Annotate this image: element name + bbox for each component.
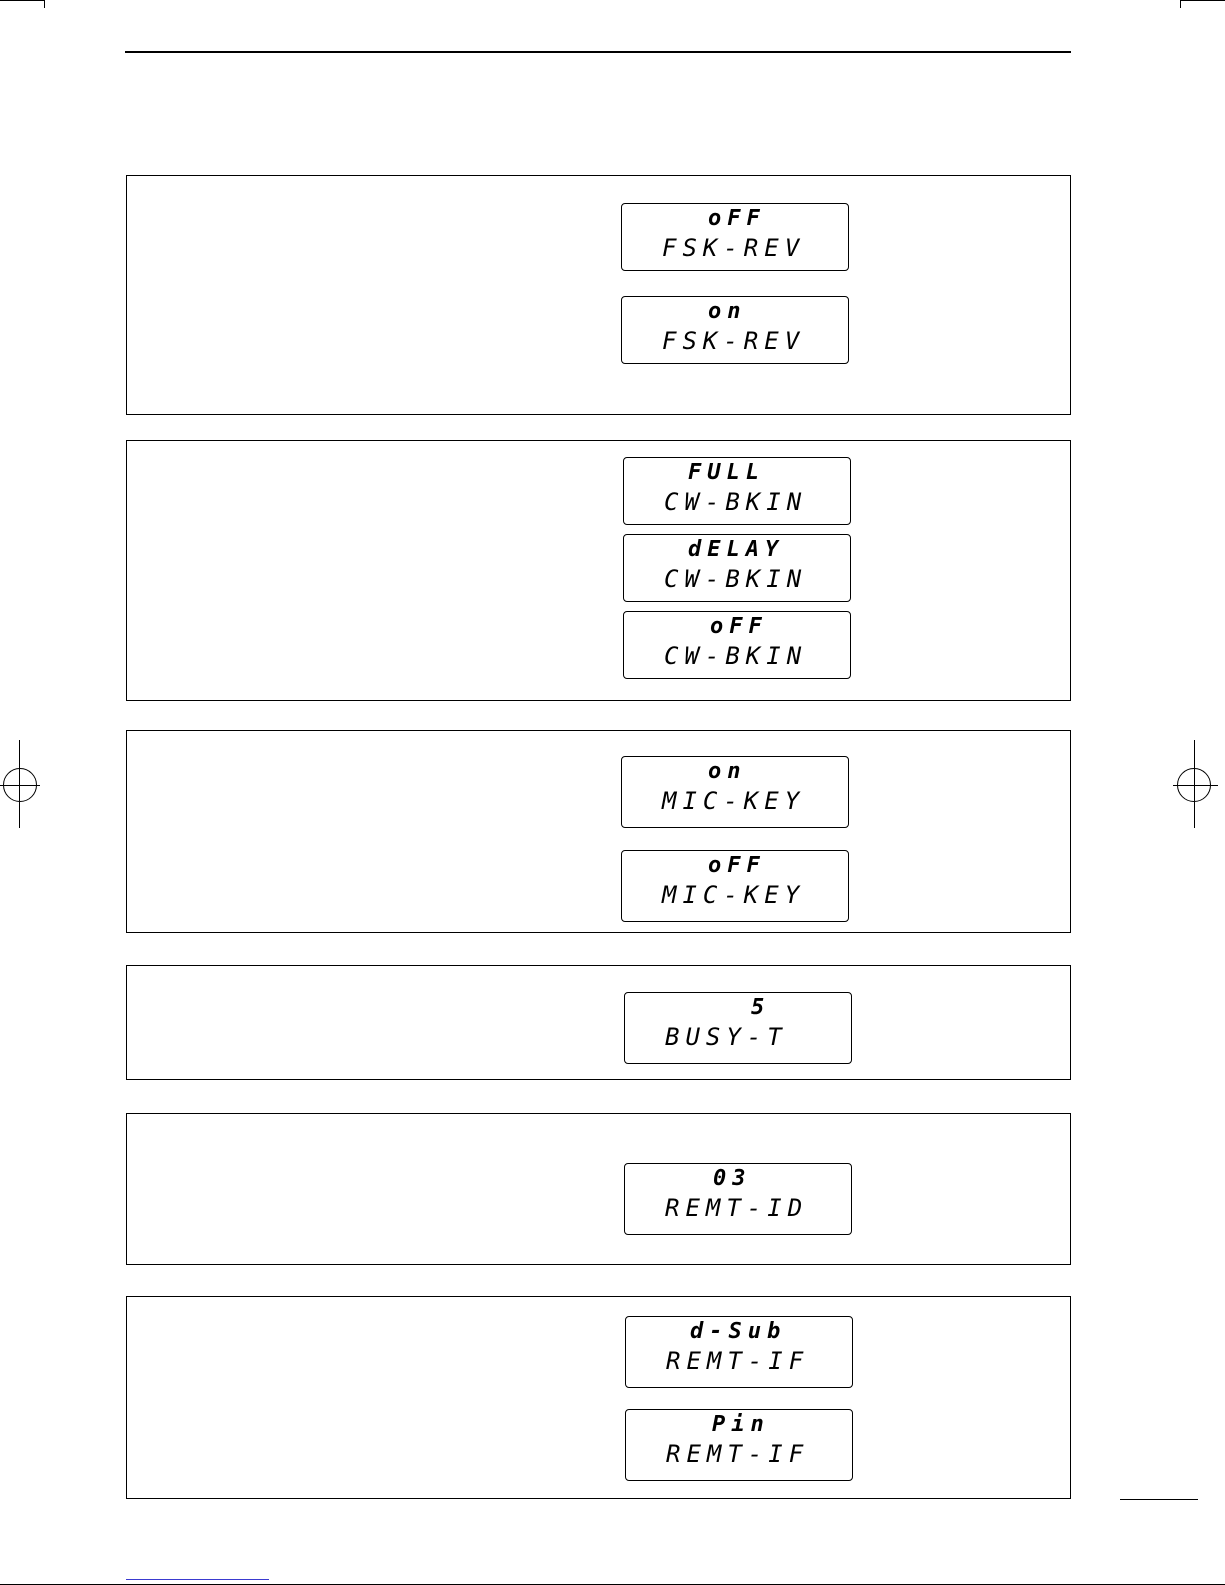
- lcd-display: [623, 534, 851, 602]
- lcd-display: [624, 1163, 852, 1235]
- lcd-display: [621, 756, 849, 828]
- lcd-value: oFF: [708, 206, 766, 231]
- lcd-value: dELAY: [688, 537, 785, 562]
- lcd-value: Pin: [712, 1412, 770, 1437]
- registration-line-right-v: [1194, 740, 1195, 828]
- lcd-value: 5: [751, 995, 771, 1020]
- section-cw-bkin: [126, 440, 1071, 701]
- lcd-display: [621, 203, 849, 271]
- lcd-display: [621, 850, 849, 922]
- lcd-display: [623, 611, 851, 679]
- lcd-value: on: [708, 299, 747, 324]
- lcd-value: oFF: [710, 614, 768, 639]
- lcd-label: CW-BKIN: [664, 488, 808, 516]
- header-rule: [125, 51, 1071, 53]
- crop-mark-top-right: [1180, 0, 1225, 1]
- lcd-label: REMT-IF: [666, 1347, 810, 1375]
- lcd-label: CW-BKIN: [664, 565, 808, 593]
- lcd-label: CW-BKIN: [664, 642, 808, 670]
- lcd-value: oFF: [708, 853, 766, 878]
- section-remt-if: [126, 1296, 1071, 1499]
- lcd-display: [625, 1316, 853, 1388]
- section-busy-t: [126, 965, 1071, 1080]
- lcd-value: FULL: [688, 460, 765, 485]
- lcd-label: REMT-ID: [665, 1194, 809, 1222]
- lcd-display: [625, 1409, 853, 1481]
- lcd-label: MIC-KEY: [662, 787, 806, 815]
- lcd-label: FSK-REV: [662, 327, 806, 355]
- section-remt-id: [126, 1113, 1071, 1265]
- registration-line-left-h: [0, 785, 40, 786]
- lcd-value: on: [708, 759, 747, 784]
- page-number-rule: [1120, 1499, 1198, 1500]
- lcd-display: [623, 457, 851, 525]
- crop-mark-top-left: [0, 0, 44, 1]
- footer-link-rule: [126, 1579, 269, 1580]
- lcd-display: [624, 992, 852, 1064]
- registration-line-right-h: [1173, 785, 1218, 786]
- section-fsk-rev: [126, 175, 1071, 415]
- lcd-display: [621, 296, 849, 364]
- lcd-value: d-Sub: [690, 1319, 787, 1344]
- lcd-value: 03: [713, 1166, 752, 1191]
- lcd-label: FSK-REV: [662, 234, 806, 262]
- section-mic-key: [126, 730, 1071, 933]
- crop-mark-top-left-v: [44, 0, 45, 8]
- lcd-label: BUSY-T: [665, 1023, 788, 1051]
- lcd-label: MIC-KEY: [662, 881, 806, 909]
- registration-line-left-v: [19, 740, 20, 828]
- crop-mark-top-right-v: [1180, 0, 1181, 8]
- lcd-label: REMT-IF: [666, 1440, 810, 1468]
